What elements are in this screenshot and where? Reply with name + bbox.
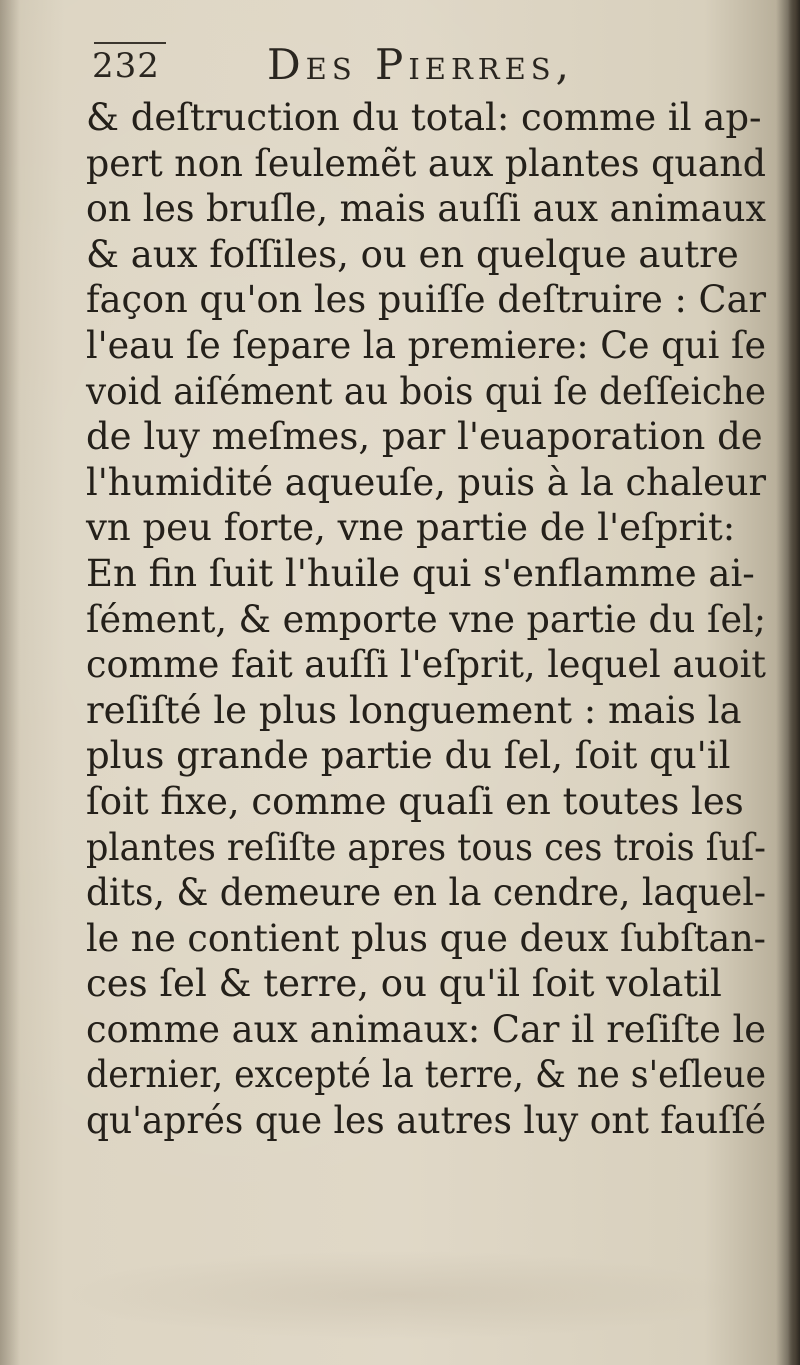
text-line: dits, & demeure en la cendre, laquel-	[86, 871, 766, 915]
text-line: l'humidité aqueuſe, puis à la chaleur	[86, 460, 766, 504]
folio-rule	[94, 42, 166, 44]
text-line: ces ſel & terre, ou qu'il ſoit volatil	[86, 962, 722, 1006]
text-line: ſément, & emporte vne partie du ſel;	[86, 597, 766, 641]
text-line: qu'aprés que les autres luy ont fauſſé	[86, 1099, 766, 1143]
text-line: on les bruſle, mais auſſi aux animaux	[86, 187, 766, 231]
text-line: l'eau ſe ſepare la premiere: Ce qui ſe	[86, 323, 766, 367]
text-line: pert non ſeulemẽt aux plantes quand	[86, 141, 766, 185]
running-head	[92, 38, 730, 98]
text-line: ſoit fixe, comme quaſi en toutes les	[86, 779, 744, 823]
text-line: & deſtruction du total: comme il ap-	[86, 96, 762, 139]
text-line: le ne contient plus que deux ſubſtan-	[86, 916, 766, 960]
text-line: & aux foſſiles, ou en quelque autre	[86, 232, 739, 276]
text-line: plus grande partie du ſel, ſoit qu'il	[86, 734, 731, 778]
body-text	[86, 95, 766, 1144]
bottom-smudge	[60, 1250, 740, 1340]
text-line: dernier, excepté la terre, & ne s'eſleue	[86, 1053, 766, 1097]
page-number: 232	[92, 46, 160, 86]
running-title: Des Pierres,	[267, 40, 575, 89]
text-line: vn peu forte, vne partie de l'eſprit:	[86, 506, 736, 550]
text-line: En fin ſuit l'huile qui s'enflamme ai-	[86, 551, 755, 595]
text-line: reſiſté le plus longuement : mais la	[86, 688, 742, 732]
text-line: plantes reſiſte apres tous ces trois ſuſ-	[86, 825, 766, 869]
page-gutter-shadow	[0, 0, 20, 1365]
text-line: façon qu'on les puiſſe deſtruire : Car	[86, 278, 766, 322]
text-line: comme fait auſſi l'eſprit, lequel auoit	[86, 643, 766, 687]
text-line: void aiſément au bois qui ſe deſſeiche	[86, 369, 766, 413]
text-line: de luy meſmes, par l'euaporation de	[86, 415, 763, 459]
text-line: comme aux animaux: Car il reſiſte le	[86, 1007, 766, 1051]
page-edge-shadow	[788, 0, 800, 1365]
